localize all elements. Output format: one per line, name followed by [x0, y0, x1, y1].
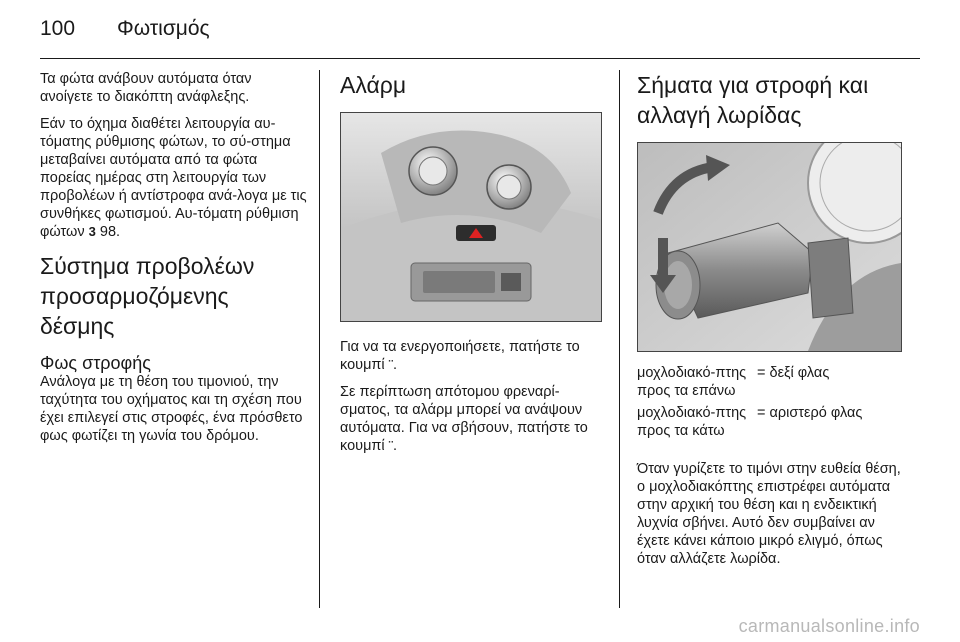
watermark: carmanualsonline.info	[738, 616, 920, 636]
paragraph-lights-on: Τα φώτα ανάβουν αυτόματα όταν ανοίγετε το διακόπτη ανάφλεξης.	[40, 71, 252, 105]
paragraph-lever-return: Όταν γυρίζετε το τιμόνι στην ευθεία θέση, ο μοχλοδιακόπτης επιστρέφει αυτόματα στην αρχική του θέση και η ενδεικτική λυχνία σβήνει. Αυτό δεν συμβαίνει αν έχετε κάνει κάποιο μικρό ελιγμό, όπως όταν αλλάζετε λωρίδα.	[637, 461, 901, 567]
page-title: Φωτισμός	[117, 17, 210, 40]
table-row	[637, 364, 905, 404]
hazard-button-photo	[340, 112, 602, 322]
paragraph-emergency-braking	[340, 383, 605, 455]
cross-reference-page[interactable]: 98.	[99, 224, 121, 240]
section-heading-turn-signals: Σήματα για στροφή και αλλαγή λωρίδας	[637, 72, 869, 128]
lever-position-desc: = δεξί φλας	[757, 365, 830, 381]
hazard-warning-icon: ¨	[388, 438, 394, 453]
emergency-braking-text: Σε περίπτωση απότομου φρεναρί-σματος, τα αλάρμ μπορεί να ανάψουν αυτόματα. Για να σβήσουν, πατήστε το κουμπί	[340, 384, 588, 454]
column-2	[340, 70, 605, 464]
section-heading-adaptive-headlights: Σύστημα προβολέων προσαρμοζόμενης δέσμης	[40, 253, 255, 339]
paragraph-cornering-light: Ανάλογα με τη θέση του τιμονιού, την ταχύτητα του οχήματος και τη σχέση που έχει επιλεγεί στις στροφές, ένα πρόσθετο φως φωτίζει τη γωνία του δρόμου.	[40, 374, 303, 444]
page-number: 100	[40, 17, 76, 40]
page-header	[0, 0, 960, 60]
column-3	[637, 70, 905, 577]
activate-hazard-text: Για να τα ενεργοποιήσετε, πατήστε το κουμπί	[340, 339, 580, 373]
column-divider-left	[319, 70, 320, 608]
header-rule	[40, 58, 920, 59]
column-divider-right	[619, 70, 620, 608]
lever-position-term: μοχλοδιακό-πτης προς τα κάτω	[637, 405, 747, 439]
section-heading-hazard-lights: Αλάρμ	[340, 72, 407, 98]
paragraph-auto-lights	[40, 115, 308, 241]
activate-hazard-end: .	[393, 357, 398, 373]
emergency-braking-end: .	[393, 438, 398, 454]
paragraph-activate-hazard	[340, 338, 605, 374]
hazard-warning-icon: ¨	[388, 357, 394, 372]
lever-position-term: μοχλοδιακό-πτης προς τα επάνω	[637, 365, 747, 399]
turn-signal-lever-photo	[637, 142, 902, 352]
column-1	[40, 70, 308, 454]
lever-position-table	[637, 364, 905, 444]
cross-reference-icon: 3	[88, 224, 96, 239]
subsection-heading-cornering-light: Φως στροφής	[40, 353, 151, 373]
table-row	[637, 404, 905, 444]
lever-position-desc: = αριστερό φλας	[757, 405, 863, 421]
auto-lights-text: Εάν το όχημα διαθέτει λειτουργία αυ-τόματης ρύθμισης φώτων, το σύ-στημα μεταβαίνει αυτόματα από τα φώτα πορείας ημέρας στη λειτουργία των προβολέων ή αντίστροφα ανά-λογα με τις συνθήκες φωτισμού. Αυ-τόματη ρύθμιση φώτων	[40, 116, 307, 240]
